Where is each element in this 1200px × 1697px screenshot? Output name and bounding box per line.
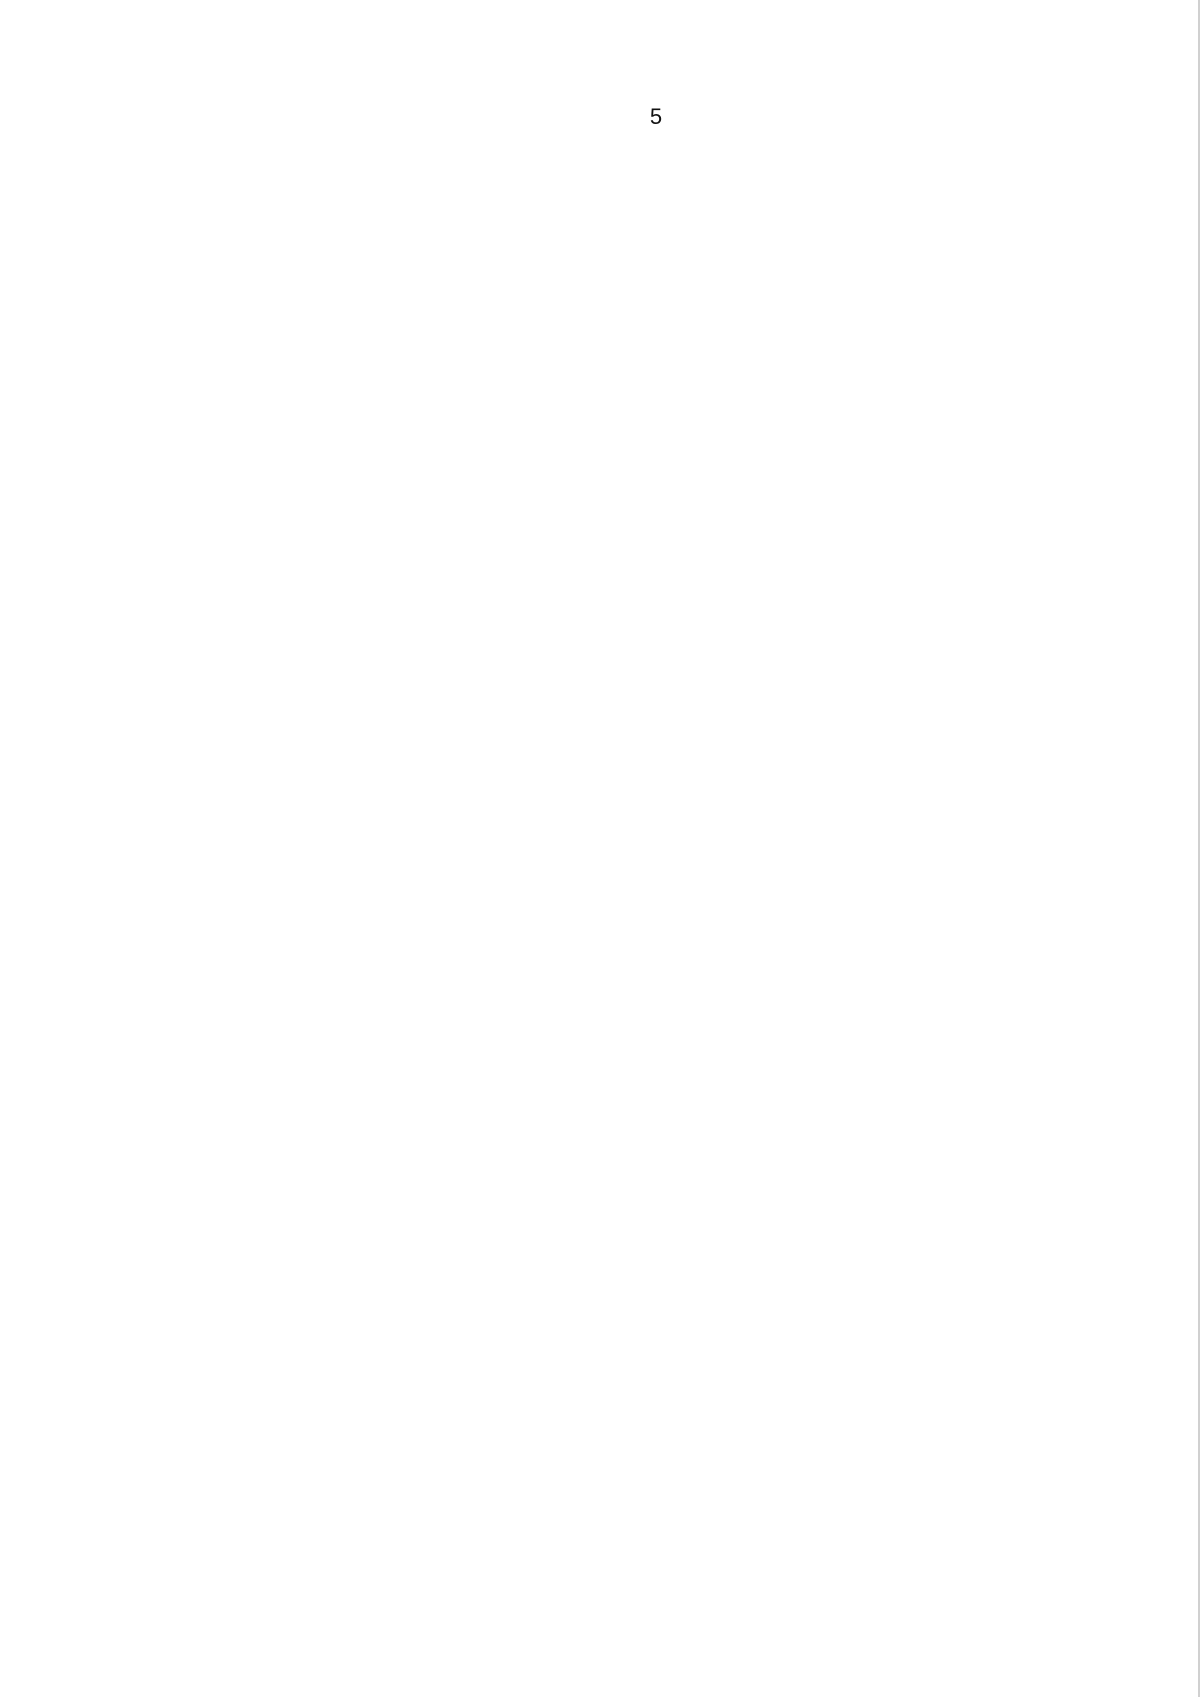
page-number: 5 (649, 104, 663, 129)
